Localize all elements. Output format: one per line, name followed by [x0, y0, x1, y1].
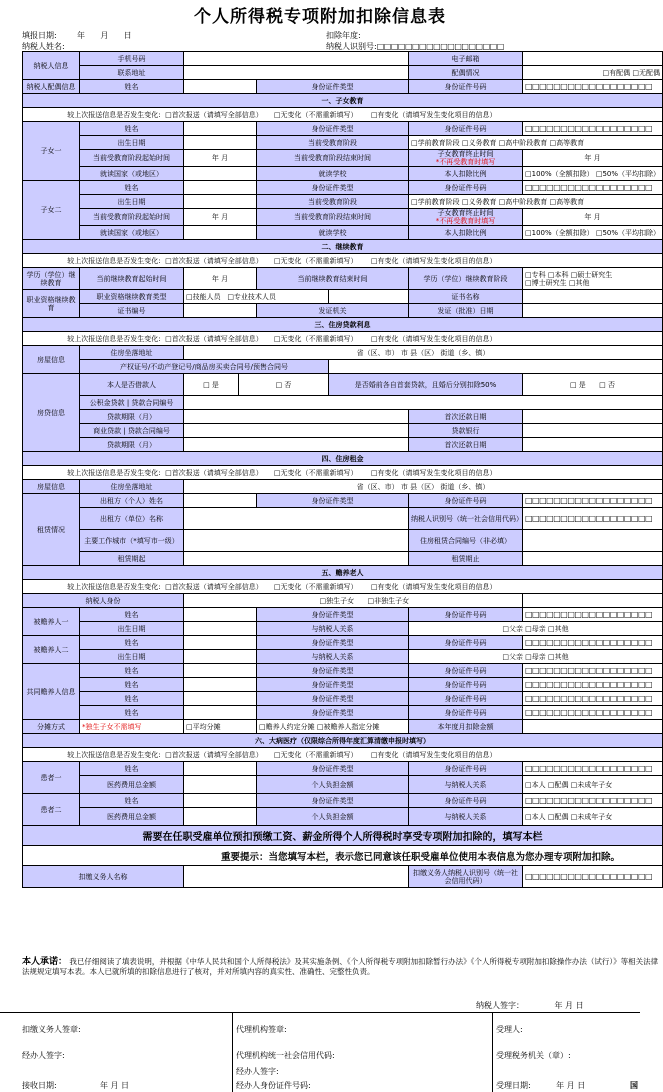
phone-field[interactable] [184, 52, 409, 66]
cert-no-label: 证书编号 [80, 304, 184, 318]
withholder-id-label: 扣缴义务人纳税人识别号（统一社会信用代码） [409, 866, 523, 888]
rent-addr-label: 住房坐落地址 [80, 480, 184, 494]
house-info-label: 房屋信息 [23, 346, 80, 374]
child1-stop-label: 子女教育终止时间 *不再受教育时填写 [409, 150, 523, 167]
patient2-id-no-label: 身份证件号码 [409, 794, 523, 808]
borrower-yes[interactable]: □ 是 [184, 374, 239, 396]
patient1-id-no-label: 身份证件号码 [409, 762, 523, 776]
child2-label: 子女二 [23, 181, 80, 240]
borrower-label: 本人是否借款人 [80, 374, 184, 396]
address-field[interactable] [184, 66, 409, 80]
deduct-year-label: 扣除年度: [326, 31, 361, 40]
co3-id-no-label: 身份证件号码 [409, 692, 523, 706]
work-city-label: 主要工作城市（*填写市一级） [80, 530, 184, 552]
handler-sign[interactable]: 经办人签字: [22, 1051, 65, 1060]
elder1-relation-label: 与纳税人关系 [257, 622, 409, 636]
promise-block: 本人承诺： 我已仔细阅读了填表说明，并根据《中华人民共和国个人所得税法》及其实施条例、《个人所得税专项附加扣除暂行办法》《个人所得税专项附加扣除操作办法（试行）》等相关法律法规规定填写本表。本人已就所填的扣除信息进行了核对，并对所填内容的真实性、准确性、完整性负责。 [22, 957, 659, 976]
child1-end-label: 当前受教育阶段结束时间 [257, 150, 409, 167]
child2-id-boxes[interactable]: □□□□□□□□□□□□□□□□□□ [523, 181, 663, 195]
premarital-label: 是否婚前各自首套贷款，且婚后分别扣除50% [329, 374, 523, 396]
section-medical: 六、大病医疗（仅限综合所得年度汇算清缴申报时填写） [23, 734, 663, 748]
patient1-name-field[interactable] [184, 762, 257, 776]
borrower-no[interactable]: □ 否 [239, 374, 329, 396]
premarital-options[interactable]: □ 是 □ 否 [523, 374, 663, 396]
co4-id-no-label: 身份证件号码 [409, 706, 523, 720]
s6-change-row[interactable]: 较上次报送信息是否发生变化: □首次报送（请填写全部信息） □无变化（不需重新填写） □有变化（请填写发生变化项目的信息） [23, 748, 663, 762]
elder2-id-no-label: 身份证件号码 [409, 636, 523, 650]
co1-id-no-label: 身份证件号码 [409, 664, 523, 678]
share-avg-option[interactable]: □平均分摊 [184, 720, 257, 734]
co4-name-field[interactable] [184, 706, 257, 720]
child1-id-no-label: 身份证件号码 [409, 122, 523, 136]
child1-country-field[interactable] [184, 167, 257, 181]
rent-house-label: 房屋信息 [23, 480, 80, 494]
co1-id-type-label: 身份证件类型 [257, 664, 409, 678]
house-addr-field[interactable]: 省（区、市） 市 县（区） 街道（乡、镇） [184, 346, 663, 360]
spouse-id-no-label: 身份证件号码 [409, 80, 523, 94]
fund-first-date-label: 首次还款日期 [409, 410, 523, 424]
lessor-name-field[interactable] [184, 494, 257, 508]
child2-stage-label: 当前受教育阶段 [257, 195, 409, 209]
elder1-id-boxes[interactable]: □□□□□□□□□□□□□□□□□□ [523, 608, 663, 622]
elder2-name-field[interactable] [184, 636, 257, 650]
child2-id-type-label: 身份证件类型 [257, 181, 409, 195]
lessor-name-label: 出租方（个人）姓名 [80, 494, 184, 508]
degree-stage-label: 学历（学位）继续教育阶段 [409, 268, 523, 290]
share-note: *独生子女不需填写 [80, 720, 184, 734]
child1-id-boxes[interactable]: □□□□□□□□□□□□□□□□□□ [523, 122, 663, 136]
identity-label: 纳税人身份 [23, 594, 184, 608]
elder2-birth-field[interactable] [184, 650, 257, 664]
degree-edu-label: 学历（学位）继续教育 [23, 268, 80, 290]
s2-change-row[interactable]: 较上次报送信息是否发生变化: □首次报送（请填写全部信息） □无变化（不需重新填写） □有变化（请填写发生变化项目的信息） [23, 254, 663, 268]
elder1-id-no-label: 身份证件号码 [409, 608, 523, 622]
biz-term-label: 贷款期限（月） [80, 438, 184, 452]
biz-loan-field[interactable] [184, 424, 409, 438]
prof-edu-label: 职业资格继续教育 [23, 290, 80, 318]
elder1-label: 被赡养人一 [23, 608, 80, 636]
child2-end-label: 当前受教育阶段结束时间 [257, 209, 409, 226]
cert-name-field[interactable] [523, 290, 663, 304]
degree-stage-options[interactable]: □专科 □本科 □硕士研究生 □博士研究生 □其他 [523, 268, 663, 290]
rent-contract-label: 住房租赁合同编号（非必填） [409, 530, 523, 552]
s4-change-row[interactable]: 较上次报送信息是否发生变化: □首次报送（请填写全部信息） □无变化（不需重新填写） □有变化（请填写发生变化项目的信息） [23, 466, 663, 480]
child2-country-field[interactable] [184, 226, 257, 240]
child2-start-label: 当前受教育阶段起始时间 [80, 209, 184, 226]
child1-school-label: 就读学校 [257, 167, 409, 181]
spouse-info-label: 纳税人配偶信息 [23, 80, 80, 94]
prof-type-options[interactable]: □技能人员 □专业技术人员 [184, 290, 329, 304]
child2-school-label: 就读学校 [257, 226, 409, 240]
patient2-total-field[interactable] [184, 808, 257, 826]
section-child-education: 一、子女教育 [23, 94, 663, 108]
child2-birth-field[interactable] [184, 195, 257, 209]
elder2-relation-label: 与纳税人关系 [257, 650, 409, 664]
co2-id-type-label: 身份证件类型 [257, 678, 409, 692]
co1-id-boxes[interactable]: □□□□□□□□□□□□□□□□□□ [523, 664, 663, 678]
patient1-name-label: 姓名 [80, 762, 184, 776]
lessor-unit-field[interactable] [184, 508, 409, 530]
co3-id-type-label: 身份证件类型 [257, 692, 409, 706]
taxpayer-id-label: 纳税人识别号:□□□□□□□□□□□□□□□□□□ [326, 42, 504, 51]
child2-ratio-label: 本人扣除比例 [409, 226, 523, 240]
bank-label: 贷款银行 [409, 424, 523, 438]
fund-term-field[interactable] [184, 410, 409, 424]
biz-first-date-label: 首次还款日期 [409, 438, 523, 452]
biz-term-field[interactable] [184, 438, 409, 452]
co1-name-field[interactable] [184, 664, 257, 678]
receiver-label[interactable]: 受理人: [496, 1025, 523, 1034]
child2-birth-label: 出生日期 [80, 195, 184, 209]
co4-id-type-label: 身份证件类型 [257, 706, 409, 720]
issuer-label: 发证机关 [257, 304, 409, 318]
work-city-field[interactable] [184, 530, 409, 552]
taxpayer-sign[interactable]: 纳税人签字： 年 月 日 [476, 1001, 584, 1010]
child1-stage-options[interactable]: □学前教育阶段 □义务教育 □高中阶段教育 □高等教育 [409, 136, 663, 150]
child1-stop-field[interactable]: 年 月 [523, 150, 663, 167]
elder1-birth-label: 出生日期 [80, 622, 184, 636]
spouse-id-boxes[interactable]: □□□□□□□□□□□□□□□□□□ [523, 80, 663, 94]
co2-name-field[interactable] [184, 678, 257, 692]
spouse-name-label: 姓名 [80, 80, 184, 94]
spouse-name-field[interactable] [184, 80, 257, 94]
fund-term-label: 贷款期限（月） [80, 410, 184, 424]
child1-ratio-options[interactable]: □100%（全额扣除） □50%（平均扣除） [523, 167, 663, 181]
taxpayer-name-label: 纳税人姓名: [22, 42, 65, 51]
cert-name-label: 证书名称 [409, 290, 523, 304]
lessor-id-no-label: 身份证件号码 [409, 494, 523, 508]
spouse-id-type-label: 身份证件类型 [257, 80, 409, 94]
spouse-status-label: 配偶情况 [409, 66, 523, 80]
child2-name-field[interactable] [184, 181, 257, 195]
child1-name-field[interactable] [184, 122, 257, 136]
co-supporter-label: 共同赡养人信息 [23, 664, 80, 720]
patient2-self-label: 个人负担金额 [257, 808, 409, 826]
issue-date-field[interactable] [523, 304, 663, 318]
section-elderly-support: 五、赡养老人 [23, 566, 663, 580]
agent-code[interactable]: 代理机构统一社会信用代码: [236, 1051, 335, 1060]
patient1-self-label: 个人负担金额 [257, 776, 409, 794]
house-cert-field[interactable] [329, 360, 663, 374]
form-title: 个人所得税专项附加扣除信息表 [194, 7, 446, 27]
share-label: 分摊方式 [23, 720, 80, 734]
s3-change-row[interactable]: 较上次报送信息是否发生变化: □首次报送（请填写全部信息） □无变化（不需重新填写） □有变化（请填写发生变化项目的信息） [23, 332, 663, 346]
rent-contract-field[interactable] [523, 530, 663, 552]
elder2-label: 被赡养人二 [23, 636, 80, 664]
rent-start-label: 租赁期起 [80, 552, 184, 566]
co4-name-label: 姓名 [80, 706, 184, 720]
child1-start-label: 当前受教育阶段起始时间 [80, 150, 184, 167]
address-label: 联系地址 [80, 66, 184, 80]
child2-stage-options[interactable]: □学前教育阶段 □义务教育 □高中阶段教育 □高等教育 [409, 195, 663, 209]
child1-birth-field[interactable] [184, 136, 257, 150]
patient2-label: 患者二 [23, 794, 80, 826]
degree-start-label: 当前继续教育起始时间 [80, 268, 184, 290]
patient1-relation-label: 与纳税人关系 [409, 776, 523, 794]
patient1-total-label: 医药费用总金额 [80, 776, 184, 794]
elder2-name-label: 姓名 [80, 636, 184, 650]
tax-office[interactable]: 受理税务机关（章）: [496, 1051, 571, 1060]
recv-date[interactable]: 接收日期: 年 月 日 [22, 1081, 130, 1090]
rent-info-label: 租赁情况 [23, 494, 80, 566]
degree-start-field[interactable]: 年 月 [184, 268, 257, 290]
biz-loan-label: 商业贷款 | 贷款合同编号 [80, 424, 184, 438]
employer-notice: 需要在任职受雇单位预扣预缴工资、薪金所得个人所得税时享受专项附加扣除的，填写本栏 [23, 826, 663, 846]
spouse-status-options[interactable]: □有配偶 □无配偶 [523, 66, 663, 80]
elder1-id-type-label: 身份证件类型 [257, 608, 409, 622]
patient1-id-boxes[interactable]: □□□□□□□□□□□□□□□□□□ [523, 762, 663, 776]
co2-id-boxes[interactable]: □□□□□□□□□□□□□□□□□□ [523, 678, 663, 692]
lessor-id-type-label: 身份证件类型 [257, 494, 409, 508]
co3-name-label: 姓名 [80, 692, 184, 706]
withholder-seal[interactable]: 扣缴义务人签章: [22, 1025, 81, 1034]
child2-country-label: 就读国家（或地区） [80, 226, 184, 240]
monthly-amount-label: 本年度月扣除金额 [409, 720, 523, 734]
elder2-birth-label: 出生日期 [80, 650, 184, 664]
elder1-name-field[interactable] [184, 608, 257, 622]
co3-name-field[interactable] [184, 692, 257, 706]
taxpayer-info-label: 纳税人信息 [23, 52, 80, 80]
email-label: 电子邮箱 [409, 52, 523, 66]
elder2-id-type-label: 身份证件类型 [257, 636, 409, 650]
patient2-id-boxes[interactable]: □□□□□□□□□□□□□□□□□□ [523, 794, 663, 808]
loan-info-label: 房贷信息 [23, 374, 80, 452]
co1-name-label: 姓名 [80, 664, 184, 678]
rent-end-field[interactable] [523, 552, 663, 566]
child1-label: 子女一 [23, 122, 80, 181]
child1-start-field[interactable]: 年 月 [184, 150, 257, 167]
patient1-label: 患者一 [23, 762, 80, 794]
patient1-id-type-label: 身份证件类型 [257, 762, 409, 776]
share-agreed-options[interactable]: □赡养人约定分摊 □被赡养人指定分摊 [257, 720, 409, 734]
bank-field[interactable] [523, 424, 663, 438]
child1-ratio-label: 本人扣除比例 [409, 167, 523, 181]
footer-mark: 国 [630, 1081, 638, 1090]
patient2-relation-label: 与纳税人关系 [409, 808, 523, 826]
withholder-id-boxes[interactable]: □□□□□□□□□□□□□□□□□□ [523, 866, 663, 888]
patient2-id-type-label: 身份证件类型 [257, 794, 409, 808]
co2-name-label: 姓名 [80, 678, 184, 692]
withholder-name-field[interactable] [184, 866, 409, 888]
s1-change-row[interactable]: 较上次报送信息是否发生变化: □首次报送（请填写全部信息） □无变化（不需重新填写） □有变化（请填写发生变化项目的信息） [23, 108, 663, 122]
child1-stage-label: 当前受教育阶段 [257, 136, 409, 150]
patient1-total-field[interactable] [184, 776, 257, 794]
child2-start-field[interactable]: 年 月 [184, 209, 257, 226]
co3-id-boxes[interactable]: □□□□□□□□□□□□□□□□□□ [523, 692, 663, 706]
elder1-name-label: 姓名 [80, 608, 184, 622]
fill-date-label: 填报日期: 年 月 日 [22, 31, 132, 40]
child1-birth-label: 出生日期 [80, 136, 184, 150]
patient2-total-label: 医药费用总金额 [80, 808, 184, 826]
rent-addr-field[interactable]: 省（区、市） 市 县（区） 街道（乡、镇） [184, 480, 663, 494]
identity-options[interactable]: □独生子女 □非独生子女 [184, 594, 523, 608]
house-addr-label: 住房坐落地址 [80, 346, 184, 360]
biz-first-date-field[interactable] [523, 438, 663, 452]
child2-stop-field[interactable]: 年 月 [523, 209, 663, 226]
elder2-id-boxes[interactable]: □□□□□□□□□□□□□□□□□□ [523, 636, 663, 650]
section-housing-rent: 四、住房租金 [23, 452, 663, 466]
cert-no-field[interactable] [184, 304, 257, 318]
phone-label: 手机号码 [80, 52, 184, 66]
lessor-id-boxes[interactable]: □□□□□□□□□□□□□□□□□□ [523, 494, 663, 508]
monthly-amount-field[interactable] [523, 720, 663, 734]
email-field[interactable] [523, 52, 663, 66]
deduction-form-table [22, 51, 663, 888]
lessor-unit-label: 出租方（单位）名称 [80, 508, 184, 530]
handler-id[interactable]: 经办人身份证件号码: [236, 1081, 311, 1090]
s5-change-row[interactable]: 较上次报送信息是否发生变化: □首次报送（请填写全部信息） □无变化（不需重新填写） □有变化（请填写发生变化项目的信息） [23, 580, 663, 594]
patient2-name-label: 姓名 [80, 794, 184, 808]
prof-type-label: 职业资格继续教育类型 [80, 290, 184, 304]
fund-loan-field[interactable] [184, 396, 663, 410]
fund-loan-label: 公积金贷款 | 贷款合同编号 [80, 396, 184, 410]
child1-id-type-label: 身份证件类型 [257, 122, 409, 136]
patient2-relation-options[interactable]: □本人 □配偶 □未成年子女 [523, 808, 663, 826]
child1-name-label: 姓名 [80, 122, 184, 136]
house-cert-label: 产权证号/不动产登记号/商品房买卖合同号/预售合同号 [80, 360, 329, 374]
co4-id-boxes[interactable]: □□□□□□□□□□□□□□□□□□ [523, 706, 663, 720]
section-continuing-education: 二、继续教育 [23, 240, 663, 254]
issue-date-label: 发证（批准）日期 [409, 304, 523, 318]
lessor-tax-id-label: 纳税人识别号（统一社会信用代码） [409, 508, 523, 530]
recv-date-2[interactable]: 受理日期: 年 月 日 [496, 1081, 586, 1090]
degree-end-label: 当前继续教育结束时间 [257, 268, 409, 290]
agent-seal[interactable]: 代理机构签章: [236, 1025, 287, 1034]
child2-stop-label: 子女教育终止时间 *不再受教育时填写 [409, 209, 523, 226]
elder2-relation-options[interactable]: □父亲 □母亲 □其他 [409, 650, 663, 664]
handler-sign-2[interactable]: 经办人签字: [236, 1067, 279, 1076]
child2-name-label: 姓名 [80, 181, 184, 195]
child2-id-no-label: 身份证件号码 [409, 181, 523, 195]
rent-end-label: 租赁期止 [409, 552, 523, 566]
withholder-name-label: 扣缴义务人名称 [23, 866, 184, 888]
child1-country-label: 就读国家（或地区） [80, 167, 184, 181]
elder1-birth-field[interactable] [184, 622, 257, 636]
patient1-relation-options[interactable]: □本人 □配偶 □未成年子女 [523, 776, 663, 794]
lessor-tax-id-boxes[interactable]: □□□□□□□□□□□□□□□□□□ [523, 508, 663, 530]
elder1-relation-options[interactable]: □父亲 □母亲 □其他 [409, 622, 663, 636]
rent-start-field[interactable] [184, 552, 409, 566]
child2-ratio-options[interactable]: □100%（全额扣除） □50%（平均扣除） [523, 226, 663, 240]
section-housing-loan: 三、住房贷款利息 [23, 318, 663, 332]
fund-first-date-field[interactable] [523, 410, 663, 424]
important-tip: 重要提示：当您填写本栏，表示您已同意该任职受雇单位使用本表信息为您办理专项附加扣除。 [23, 846, 663, 866]
patient2-name-field[interactable] [184, 794, 257, 808]
co2-id-no-label: 身份证件号码 [409, 678, 523, 692]
